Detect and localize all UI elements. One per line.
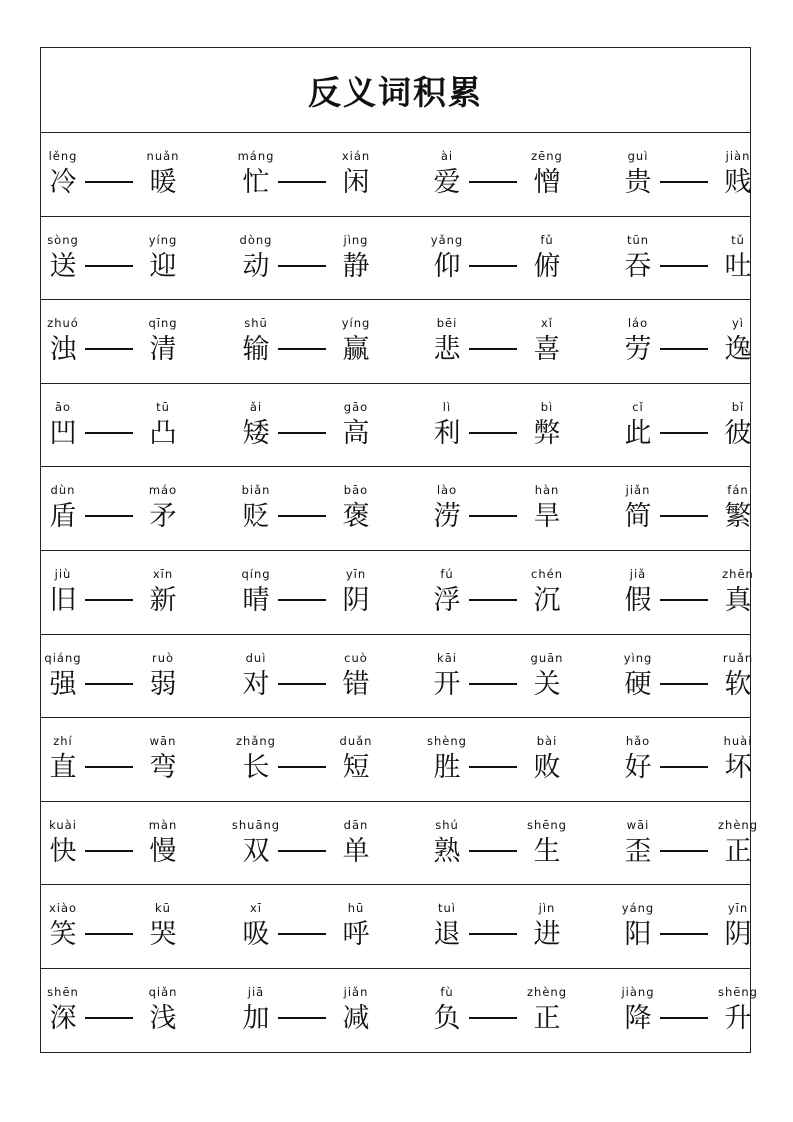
antonym-pair: [41, 133, 181, 216]
pinyin: ài: [440, 149, 454, 163]
hanzi: 悲: [433, 334, 461, 366]
antonym-pair: [41, 217, 181, 300]
pinyin: yíng: [341, 316, 371, 331]
hanzi: 硬: [624, 668, 652, 700]
hanzi: 直: [49, 752, 77, 784]
antonym-row: [41, 802, 758, 886]
hanzi: 俯: [533, 250, 561, 282]
pinyin: láo: [627, 316, 649, 331]
hanzi: 赢: [342, 334, 370, 366]
dash-separator: [469, 265, 517, 267]
antonym-pair: [616, 300, 756, 383]
pinyin: guì: [627, 149, 649, 163]
pinyin: shēng: [527, 817, 567, 832]
pinyin: sòng: [47, 232, 79, 247]
dash-separator: [660, 599, 708, 601]
dash-separator: [469, 933, 517, 935]
hanzi: 呼: [342, 919, 370, 951]
pinyin: jìn: [538, 901, 556, 916]
dash-separator: [469, 683, 517, 685]
hanzi: 好: [624, 752, 652, 784]
hanzi: 忙: [242, 167, 270, 198]
hanzi: 升: [724, 1002, 752, 1034]
antonym-row: [41, 718, 753, 802]
pinyin: wāi: [626, 817, 650, 832]
antonym-pair: [41, 885, 181, 968]
hanzi: 劳: [624, 334, 652, 366]
hanzi: 败: [533, 752, 561, 784]
hanzi: 单: [342, 835, 370, 867]
pinyin: bēi: [436, 316, 458, 331]
pinyin: nuǎn: [146, 149, 180, 163]
hanzi: 弱: [149, 668, 177, 700]
pinyin: hū: [347, 901, 365, 916]
dash-separator: [660, 766, 708, 768]
dash-separator: [469, 599, 517, 601]
hanzi: 繁: [724, 501, 752, 533]
pinyin: qíng: [241, 566, 271, 581]
antonym-pair: [425, 885, 565, 968]
pinyin: qīng: [148, 316, 178, 331]
pinyin: yǎng: [430, 232, 464, 247]
hanzi: 负: [433, 1002, 461, 1034]
antonym-pair: [41, 551, 181, 634]
antonym-pair: [41, 969, 181, 1053]
hanzi: 憎: [533, 167, 561, 198]
dash-separator: [85, 683, 133, 685]
pinyin: lào: [436, 483, 458, 498]
dash-separator: [660, 181, 708, 183]
antonym-pair: [41, 467, 181, 550]
hanzi: 正: [724, 835, 752, 867]
hanzi: 清: [149, 334, 177, 366]
antonym-pair: [234, 133, 374, 216]
hanzi: 晴: [242, 584, 270, 616]
hanzi: 深: [49, 1002, 77, 1034]
antonym-pair: [41, 802, 181, 885]
antonym-pair: [41, 300, 181, 383]
hanzi: 歪: [624, 835, 652, 867]
dash-separator: [469, 515, 517, 517]
antonym-pair: [616, 384, 756, 467]
pinyin: dùn: [50, 483, 76, 498]
hanzi: 吸: [242, 919, 270, 951]
dash-separator: [278, 181, 326, 183]
pinyin: xǐ: [540, 316, 554, 331]
hanzi: 进: [533, 919, 561, 951]
hanzi: 阴: [342, 584, 370, 616]
pinyin: āo: [54, 399, 72, 414]
antonym-pair: [425, 718, 565, 801]
hanzi: 贱: [724, 167, 752, 198]
antonym-pair: [234, 467, 374, 550]
pinyin: shuāng: [231, 817, 281, 832]
hanzi: 旱: [533, 501, 561, 533]
antonym-pair: [616, 217, 756, 300]
hanzi: 浮: [433, 584, 461, 616]
dash-separator: [469, 850, 517, 852]
hanzi: 快: [49, 835, 77, 867]
antonym-pair: [41, 384, 181, 467]
hanzi: 强: [49, 668, 77, 700]
dash-separator: [278, 265, 326, 267]
hanzi: 新: [149, 584, 177, 616]
pinyin: xīn: [152, 566, 174, 581]
hanzi: 阴: [724, 919, 752, 951]
hanzi: 静: [342, 250, 370, 282]
antonym-row: [41, 467, 750, 551]
dash-separator: [278, 850, 326, 852]
pinyin: kāi: [437, 650, 457, 665]
pinyin: lì: [442, 399, 452, 414]
dash-separator: [660, 515, 708, 517]
pinyin: zhí: [53, 734, 73, 749]
pinyin: zhèng: [527, 984, 567, 999]
hanzi: 褒: [342, 501, 370, 533]
antonym-table: [41, 133, 758, 1053]
antonym-pair: [234, 885, 374, 968]
pinyin: yáng: [621, 901, 655, 916]
pinyin: qiǎn: [148, 984, 178, 999]
dash-separator: [278, 432, 326, 434]
hanzi: 笑: [49, 919, 77, 951]
hanzi: 彼: [724, 417, 752, 449]
hanzi: 浅: [149, 1002, 177, 1034]
dash-separator: [278, 1017, 326, 1019]
pinyin: qiáng: [44, 650, 82, 665]
pinyin: ǎi: [249, 399, 263, 414]
antonym-pair: [425, 802, 565, 885]
hanzi: 迎: [149, 250, 177, 282]
pinyin: tūn: [626, 232, 650, 247]
hanzi: 坏: [724, 752, 752, 784]
pinyin: shū: [244, 316, 268, 331]
dash-separator: [660, 933, 708, 935]
hanzi: 高: [342, 417, 370, 449]
pinyin: máng: [237, 149, 275, 163]
antonym-row: [41, 635, 754, 719]
hanzi: 动: [242, 250, 270, 282]
pinyin: jiǎn: [343, 984, 369, 999]
hanzi: 哭: [149, 919, 177, 951]
hanzi: 旧: [49, 584, 77, 616]
pinyin: bǐ: [731, 399, 745, 414]
pinyin: shú: [435, 817, 459, 832]
dash-separator: [85, 265, 133, 267]
pinyin: yīn: [727, 901, 749, 916]
pinyin: zēng: [531, 149, 563, 163]
pinyin: shèng: [427, 734, 467, 749]
antonym-pair: [616, 802, 756, 885]
antonym-row: [41, 969, 758, 1053]
hanzi: 弊: [533, 417, 561, 449]
antonym-pair: [425, 551, 565, 634]
hanzi: 弯: [149, 752, 177, 784]
pinyin: guān: [530, 650, 564, 665]
hanzi: 加: [242, 1002, 270, 1034]
hanzi: 阳: [624, 919, 652, 951]
dash-separator: [85, 432, 133, 434]
hanzi: 爱: [433, 167, 461, 198]
dash-separator: [278, 933, 326, 935]
pinyin: shēng: [718, 984, 758, 999]
hanzi: 此: [624, 417, 652, 449]
hanzi: 真: [724, 584, 752, 616]
pinyin: tū: [156, 399, 170, 414]
worksheet: [40, 47, 758, 1053]
dash-separator: [660, 1017, 708, 1019]
dash-separator: [660, 432, 708, 434]
pinyin: chén: [531, 566, 563, 581]
pinyin: ruò: [151, 650, 175, 665]
hanzi: 逸: [724, 334, 752, 366]
antonym-pair: [234, 300, 374, 383]
antonym-pair: [616, 969, 756, 1053]
antonym-row: [41, 551, 754, 635]
pinyin: shēn: [47, 984, 79, 999]
pinyin: zhèng: [718, 817, 758, 832]
pinyin: jìng: [343, 232, 369, 247]
antonym-row: [41, 300, 750, 384]
dash-separator: [660, 850, 708, 852]
pinyin: lěng: [48, 149, 78, 163]
hanzi: 吐: [724, 250, 752, 282]
hanzi: 凹: [49, 417, 77, 449]
antonym-pair: [616, 635, 756, 718]
pinyin: fán: [727, 483, 749, 498]
antonym-row: [41, 133, 750, 217]
dash-separator: [85, 933, 133, 935]
hanzi: 降: [624, 1002, 652, 1034]
antonym-pair: [425, 969, 565, 1053]
pinyin: fú: [440, 566, 454, 581]
pinyin: huài: [723, 734, 753, 749]
antonym-pair: [425, 217, 565, 300]
hanzi: 暖: [149, 167, 177, 198]
antonym-row: [41, 217, 750, 301]
pinyin: jiàn: [725, 149, 751, 163]
antonym-pair: [616, 133, 756, 216]
hanzi: 软: [724, 668, 752, 700]
dash-separator: [469, 1017, 517, 1019]
antonym-pair: [234, 635, 374, 718]
title-row: [41, 48, 750, 133]
hanzi: 长: [242, 752, 270, 784]
hanzi: 仰: [433, 250, 461, 282]
antonym-pair: [234, 217, 374, 300]
hanzi: 对: [242, 668, 270, 700]
hanzi: 涝: [433, 501, 461, 533]
hanzi: 闲: [342, 167, 370, 198]
dash-separator: [85, 766, 133, 768]
antonym-pair: [425, 133, 565, 216]
pinyin: duì: [245, 650, 267, 665]
antonym-pair: [425, 384, 565, 467]
pinyin: gāo: [343, 399, 369, 414]
hanzi: 沉: [533, 584, 561, 616]
hanzi: 关: [533, 668, 561, 700]
pinyin: wān: [149, 734, 177, 749]
dash-separator: [660, 348, 708, 350]
dash-separator: [85, 850, 133, 852]
dash-separator: [469, 348, 517, 350]
pinyin: ruǎn: [722, 650, 754, 665]
antonym-pair: [231, 802, 374, 885]
pinyin: hàn: [534, 483, 560, 498]
hanzi: 冷: [49, 167, 77, 198]
pinyin: kū: [155, 901, 171, 916]
pinyin: fǔ: [540, 232, 554, 247]
pinyin: kuài: [49, 817, 77, 832]
antonym-pair: [234, 551, 374, 634]
pinyin: yì: [731, 316, 745, 331]
antonym-pair: [41, 718, 181, 801]
hanzi: 吞: [624, 250, 652, 282]
pinyin: duǎn: [339, 734, 373, 749]
pinyin: yìng: [623, 650, 653, 665]
dash-separator: [85, 515, 133, 517]
hanzi: 正: [533, 1002, 561, 1034]
pinyin: xiào: [48, 901, 78, 916]
antonym-pair: [616, 718, 756, 801]
dash-separator: [469, 766, 517, 768]
pinyin: zhǎng: [236, 734, 276, 749]
antonym-pair: [41, 635, 181, 718]
pinyin: zhuó: [47, 316, 79, 331]
antonym-pair: [616, 885, 756, 968]
pinyin: màn: [148, 817, 178, 832]
hanzi: 贵: [624, 167, 652, 198]
dash-separator: [469, 181, 517, 183]
dash-separator: [278, 515, 326, 517]
hanzi: 生: [533, 835, 561, 867]
hanzi: 简: [624, 501, 652, 533]
pinyin: dòng: [239, 232, 273, 247]
pinyin: jiā: [247, 984, 265, 999]
hanzi: 双: [242, 835, 270, 867]
dash-separator: [278, 766, 326, 768]
antonym-pair: [425, 300, 565, 383]
page-title: 反义词积累: [308, 72, 483, 112]
hanzi: 矛: [149, 501, 177, 533]
pinyin: zhēn: [722, 566, 754, 581]
pinyin: cǐ: [632, 399, 644, 414]
dash-separator: [278, 599, 326, 601]
pinyin: tuì: [438, 901, 456, 916]
hanzi: 短: [342, 752, 370, 784]
hanzi: 矮: [242, 417, 270, 449]
hanzi: 错: [342, 668, 370, 700]
dash-separator: [85, 1017, 133, 1019]
dash-separator: [85, 348, 133, 350]
pinyin: tǔ: [731, 232, 745, 247]
pinyin: jiàng: [621, 984, 655, 999]
hanzi: 减: [342, 1002, 370, 1034]
pinyin: jiǎ: [629, 566, 647, 581]
pinyin: bài: [536, 734, 558, 749]
pinyin: yīn: [345, 566, 367, 581]
pinyin: máo: [148, 483, 178, 498]
antonym-row: [41, 384, 750, 468]
dash-separator: [278, 683, 326, 685]
hanzi: 喜: [533, 334, 561, 366]
dash-separator: [85, 599, 133, 601]
hanzi: 浊: [49, 334, 77, 366]
hanzi: 输: [242, 334, 270, 366]
dash-separator: [469, 432, 517, 434]
pinyin: yíng: [148, 232, 178, 247]
dash-separator: [85, 181, 133, 183]
pinyin: dān: [343, 817, 369, 832]
pinyin: bì: [540, 399, 554, 414]
dash-separator: [660, 265, 708, 267]
antonym-pair: [425, 467, 565, 550]
hanzi: 退: [433, 919, 461, 951]
hanzi: 假: [624, 584, 652, 616]
antonym-pair: [234, 969, 374, 1053]
hanzi: 慢: [149, 835, 177, 867]
pinyin: hǎo: [625, 734, 651, 749]
dash-separator: [278, 348, 326, 350]
antonym-pair: [425, 635, 565, 718]
hanzi: 胜: [433, 752, 461, 784]
hanzi: 盾: [49, 501, 77, 533]
antonym-pair: [616, 467, 756, 550]
antonym-pair: [616, 551, 756, 634]
antonym-pair: [234, 718, 374, 801]
hanzi: 熟: [433, 835, 461, 867]
dash-separator: [660, 683, 708, 685]
hanzi: 利: [433, 417, 461, 449]
hanzi: 送: [49, 250, 77, 282]
antonym-pair: [234, 384, 374, 467]
pinyin: biǎn: [241, 483, 271, 498]
pinyin: xián: [341, 149, 371, 163]
pinyin: jiù: [54, 566, 72, 581]
pinyin: bāo: [343, 483, 369, 498]
pinyin: jiǎn: [625, 483, 651, 498]
hanzi: 凸: [149, 417, 177, 449]
pinyin: cuò: [344, 650, 368, 665]
hanzi: 贬: [242, 501, 270, 533]
pinyin: xī: [249, 901, 263, 916]
pinyin: fù: [440, 984, 454, 999]
antonym-row: [41, 885, 750, 969]
hanzi: 开: [433, 668, 461, 700]
